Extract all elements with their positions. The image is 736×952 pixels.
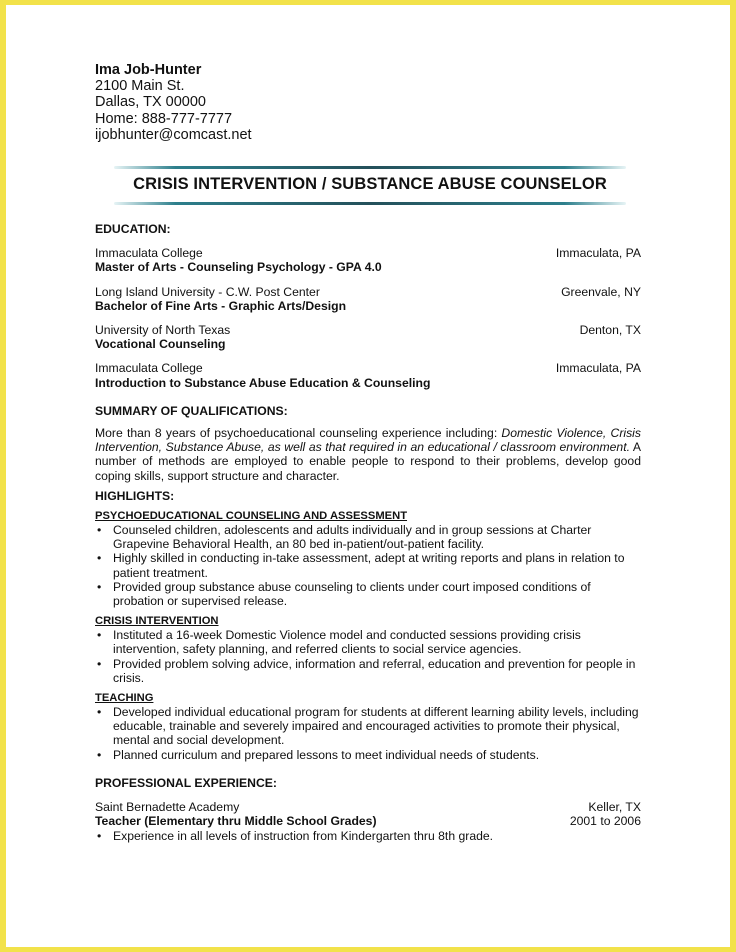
degree-name: Introduction to Substance Abuse Education & Counseling (95, 375, 431, 390)
highlight-section-title: TEACHING (95, 692, 154, 705)
school-location: Greenvale, NY (561, 284, 641, 299)
education-entry (95, 285, 641, 313)
school-location: Immaculata, PA (555, 246, 641, 261)
summary-text-italic: Domestic Violence, Crisis Intervention, Substance Abuse, as well as that required in an educational / classroom environment. (95, 426, 641, 455)
highlight-section-title: CRISIS INTERVENTION (95, 615, 219, 628)
school-name: Long Island University - C.W. Post Center (95, 284, 320, 299)
list-item: • Provided problem solving advice, information and referral, education and prevention for people in crisis. (95, 657, 641, 685)
list-item: • Instituted a 16-week Domestic Violence model and conducted sessions providing crisis intervention, safety planning, and referred clients to social service agencies. (95, 628, 641, 656)
list-item: • Counseled children, adolescents and adults individually and in group sessions at Charter Grapevine Behavioral Health, an 80 bed in-patient/out-patient facility. (95, 523, 641, 551)
education-entry (95, 361, 641, 389)
banner-top-rule (114, 166, 626, 169)
email-address: ijobhunter@comcast.net (95, 126, 252, 143)
list-item: • Highly skilled in conducting in-take assessment, adept at writing reports and plans in relation to patient treatment. (95, 551, 641, 579)
employer-name: Saint Bernadette Academy (95, 800, 240, 815)
street-address: 2100 Main St. (95, 78, 185, 95)
degree-name: Vocational Counseling (95, 337, 226, 352)
school-location: Immaculata, PA (555, 361, 641, 376)
home-phone: Home: 888-777-7777 (95, 110, 233, 127)
list-item: • Developed individual educational program for students at different learning ability levels, including educable, trainable and severely impaired and encouraged activities to promote their physical, mental and social development. (95, 705, 641, 748)
list-item: • Planned curriculum and prepared lessons to meet individual needs of students. (95, 748, 641, 762)
objective-banner (114, 162, 626, 210)
education-heading: EDUCATION: (95, 222, 171, 236)
experience-entry (95, 800, 641, 843)
resume-page (6, 5, 730, 947)
applicant-name: Ima Job-Hunter (95, 62, 202, 78)
summary-heading: SUMMARY OF QUALIFICATIONS: (95, 403, 288, 418)
highlight-list (95, 705, 641, 762)
school-name: University of North Texas (95, 323, 231, 338)
resume-body (95, 222, 641, 843)
city-state-zip: Dallas, TX 00000 (95, 94, 206, 111)
degree-name: Bachelor of Fine Arts - Graphic Arts/Design (95, 298, 347, 313)
education-entry (95, 246, 641, 274)
summary-text-start: More than 8 years of psychoeducational counseling experience including: (95, 426, 502, 441)
list-item: • Provided group substance abuse counseling to clients under court imposed conditions of probation or supervised release. (95, 580, 641, 608)
degree-name: Master of Arts - Counseling Psychology - GPA 4.0 (95, 260, 382, 275)
contact-block (95, 62, 252, 143)
employer-location: Keller, TX (588, 800, 641, 815)
summary-paragraph (95, 426, 641, 483)
experience-heading: PROFESSIONAL EXPERIENCE: (95, 775, 277, 790)
job-dates: 2001 to 2006 (569, 814, 641, 829)
highlights-heading: HIGHLIGHTS: (95, 488, 175, 503)
education-entry (95, 323, 641, 351)
school-location: Denton, TX (579, 323, 641, 338)
school-name: Immaculata College (95, 361, 203, 376)
banner-bottom-rule (114, 202, 626, 205)
highlight-section-title: PSYCHOEDUCATIONAL COUNSELING AND ASSESSMENT (95, 510, 408, 523)
school-name: Immaculata College (95, 246, 203, 261)
summary-text-end: A number of methods are employed to enable people to respond to their problems, develop good coping skills, support structure and character. (95, 440, 642, 483)
list-item: • Experience in all levels of instruction from Kindergarten thru 8th grade. (95, 829, 641, 843)
highlight-list (95, 628, 641, 685)
banner-title: CRISIS INTERVENTION / SUBSTANCE ABUSE COUNSELOR (133, 175, 607, 193)
experience-list (95, 829, 641, 843)
highlight-list (95, 523, 641, 608)
job-title: Teacher (Elementary thru Middle School Grades) (95, 814, 377, 829)
